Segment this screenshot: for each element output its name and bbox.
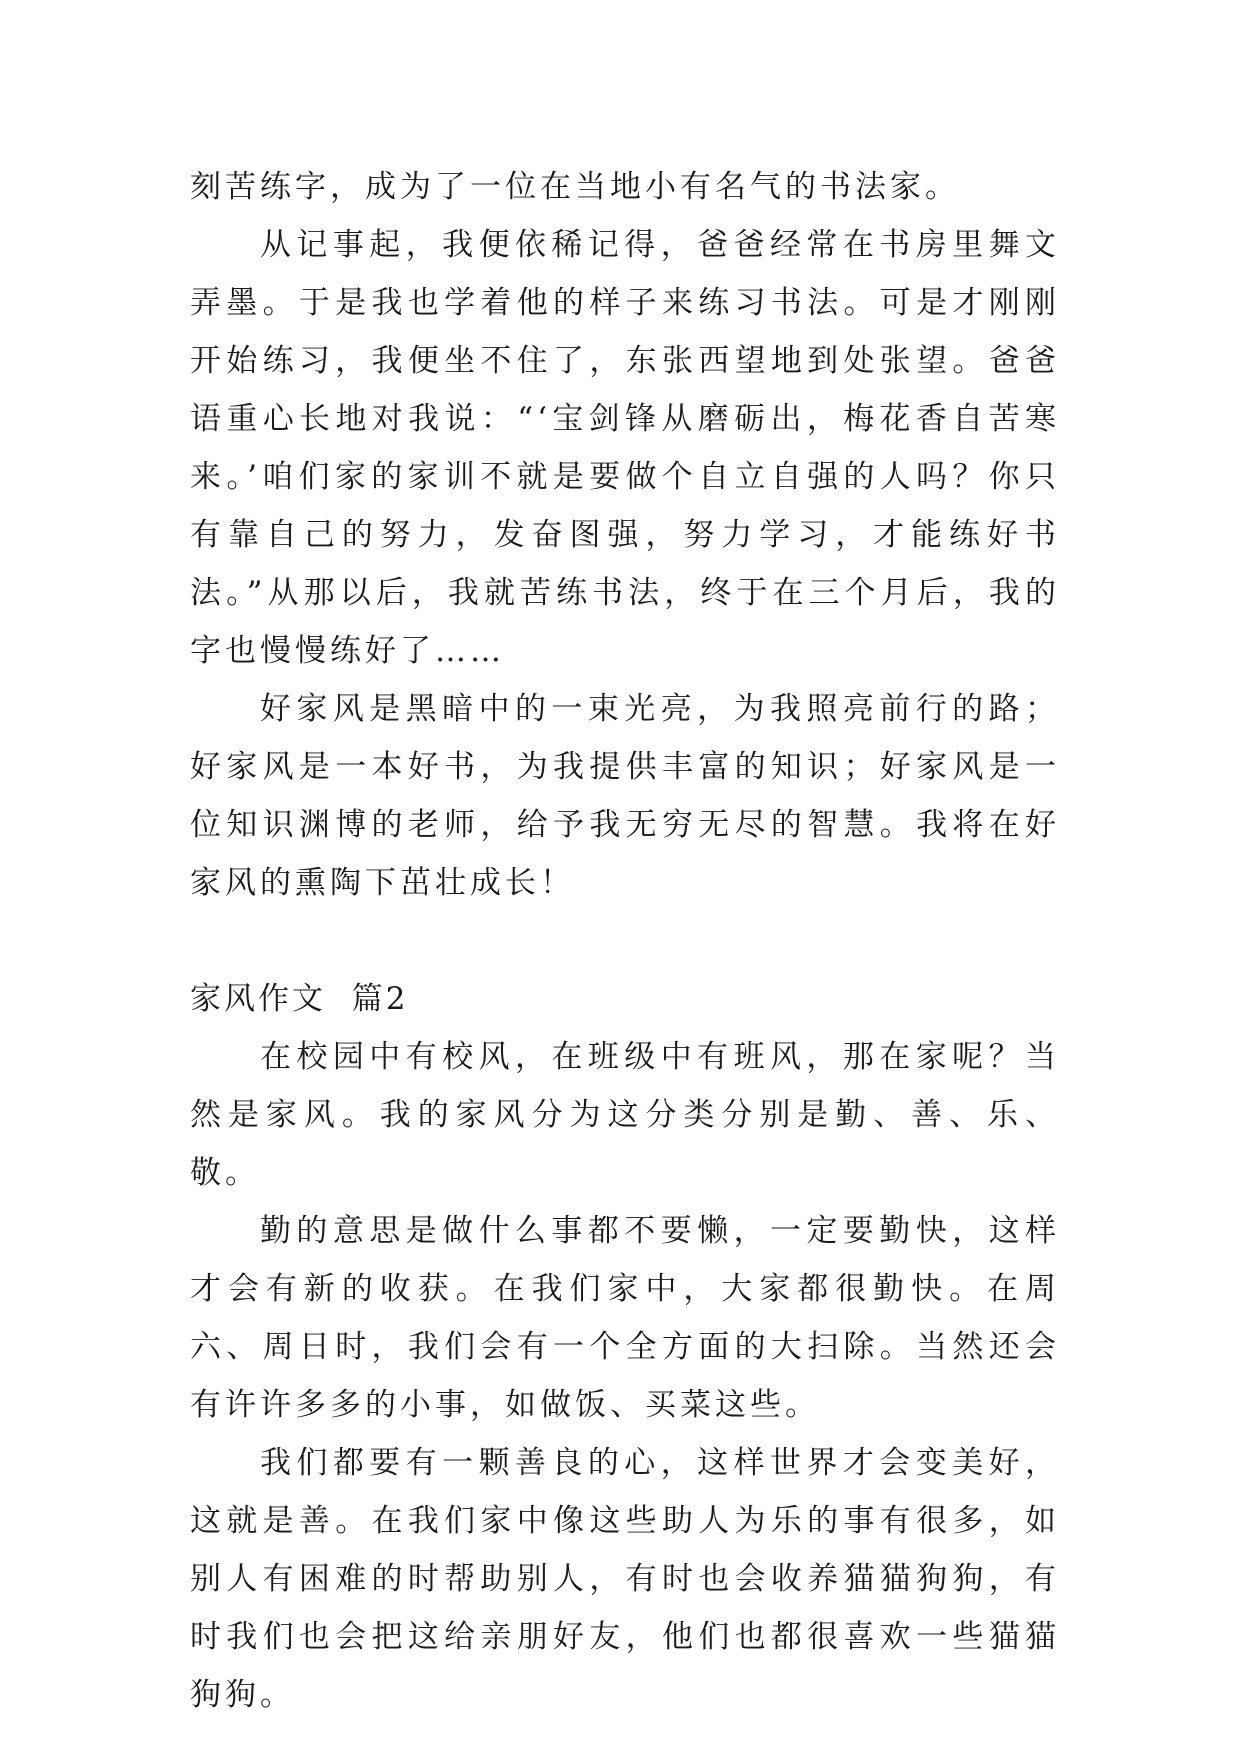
- document-body: [190, 158, 1060, 1724]
- paragraph-calligraphy-story: 从记事起，我便依稀记得，爸爸经常在书房里舞文弄墨。于是我也学着他的样子来练习书法。可是才刚刚开始练习，我便坐不住了，东张西望地到处张望。爸爸语重心长地对我说：“‘宝剑锋从磨砺出，梅花香自苦寒来。’咱们家的家训不就是要做个自立自强的人吗？你只有靠自己的努力，发奋图强，努力学习，才能练好书法。”从那以后，我就苦练书法，终于在三个月后，我的字也慢慢练好了……: [190, 227, 1060, 669]
- paragraph-kindness: 我们都要有一颗善良的心，这样世界才会变美好，这就是善。在我们家中像这些助人为乐的事有很多，如别人有困难的时帮助别人，有时也会收养猫猫狗狗，有时我们也会把这给亲朋好友，他们也都很喜欢一些猫猫狗狗。: [190, 1445, 1060, 1713]
- paragraph-diligence: 勤的意思是做什么事都不要懒，一定要勤快，这样才会有新的收获。在我们家中，大家都很勤快。在周六、周日时，我们会有一个全方面的大扫除。当然还会有许许多多的小事，如做饭、买菜这些。: [190, 1213, 1060, 1423]
- paragraph-continued: 刻苦练字，成为了一位在当地小有名气的书法家。: [190, 169, 960, 205]
- paragraph-family-tradition-intro: 在校园中有校风，在班级中有班风，那在家呢？当然是家风。我的家风分为这分类分别是勤、善、乐、敬。: [190, 1039, 1060, 1191]
- paragraph-good-family-tradition: 好家风是黑暗中的一束光亮，为我照亮前行的路；好家风是一本好书，为我提供丰富的知识；好家风是一位知识渊博的老师，给予我无穷无尽的智慧。我将在好家风的熏陶下茁壮成长！: [190, 691, 1060, 901]
- section-heading: 家风作文 篇2: [190, 981, 409, 1017]
